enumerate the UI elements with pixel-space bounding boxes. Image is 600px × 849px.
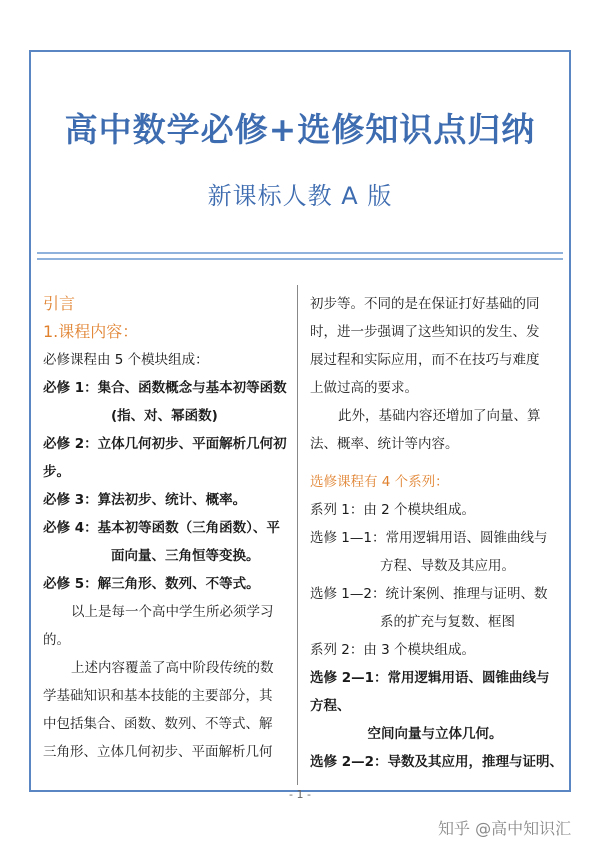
spacer — [310, 458, 560, 468]
header-rule-top — [37, 252, 563, 254]
right-paragraph-line-2: 时，进一步强调了这些知识的发生、发 — [310, 324, 540, 340]
right-column — [310, 290, 563, 776]
elective-1-1-line-2: 方程、导数及其应用。 — [380, 558, 515, 574]
elective-1-1-line-1: 选修 1—1：常用逻辑用语、圆锥曲线与 — [310, 530, 548, 546]
document-title: 高中数学必修+选修知识点归纳 — [64, 110, 536, 149]
watermark: 知乎 @高中知识汇 — [438, 819, 572, 838]
series-2: 系列 2：由 3 个模块组成。 — [310, 642, 476, 658]
elective-1-2-line-2: 系的扩充与复数、框图 — [380, 614, 515, 630]
module-3: 必修 3：算法初步、统计、概率。 — [43, 492, 247, 508]
paragraph-1-line-1: 以上是每一个高中学生所必须学习 — [71, 604, 274, 620]
module-4-line-1: 必修 4：基本初等函数（三角函数）、平 — [43, 520, 280, 536]
right-paragraph-line-3: 展过程和实际应用，而不在技巧与难度 — [310, 352, 540, 368]
paragraph-2-line-3: 中包括集合、函数、数列、不等式、解 — [43, 716, 273, 732]
paragraph-2-line-4: 三角形、立体几何初步、平面解析几何 — [43, 744, 273, 760]
paragraph-2-line-2: 学基础知识和基本技能的主要部分，其 — [43, 688, 273, 704]
header-rule-bottom — [37, 258, 563, 260]
module-2-line-2: 步。 — [43, 464, 70, 480]
left-column — [43, 290, 293, 766]
paragraph-1-line-2: 的。 — [43, 632, 70, 648]
elective-1-2-line-1: 选修 1—2：统计案例、推理与证明、数 — [310, 586, 548, 602]
right-paragraph-line-6: 法、概率、统计等内容。 — [310, 436, 459, 452]
elective-heading: 选修课程有 4 个系列： — [310, 474, 449, 490]
right-paragraph-line-4: 上做过高的要求。 — [310, 380, 418, 396]
module-4-line-2: 面向量、三角恒等变换。 — [111, 548, 260, 564]
compulsory-intro: 必修课程由 5 个模块组成： — [43, 352, 209, 368]
right-paragraph-line-1: 初步等。不同的是在保证打好基础的同 — [310, 296, 540, 312]
module-1-line-2: (指、对、幂函数) — [111, 408, 218, 424]
document-subtitle: 新课标人教 A 版 — [207, 182, 393, 210]
right-paragraph-line-5: 此外，基础内容还增加了向量、算 — [338, 408, 541, 424]
column-divider — [297, 285, 298, 785]
course-content-heading: 1.课程内容： — [43, 322, 139, 341]
elective-2-1-line-2: 方程、 — [310, 698, 351, 714]
intro-heading: 引言 — [43, 294, 76, 313]
module-5: 必修 5：解三角形、数列、不等式。 — [43, 576, 260, 592]
paragraph-2-line-1: 上述内容覆盖了高中阶段传统的数 — [71, 660, 274, 676]
elective-2-1-line-3: 空间向量与立体几何。 — [367, 726, 503, 742]
module-1-line-1: 必修 1：集合、函数概念与基本初等函数 — [43, 380, 287, 396]
module-2-line-1: 必修 2：立体几何初步、平面解析几何初 — [43, 436, 287, 452]
page-number: - 1 - — [289, 788, 311, 801]
elective-2-1-line-1: 选修 2—1：常用逻辑用语、圆锥曲线与 — [310, 670, 550, 686]
series-1: 系列 1：由 2 个模块组成。 — [310, 502, 476, 518]
elective-2-2-line-1: 选修 2—2：导数及其应用，推理与证明、 — [310, 754, 563, 770]
